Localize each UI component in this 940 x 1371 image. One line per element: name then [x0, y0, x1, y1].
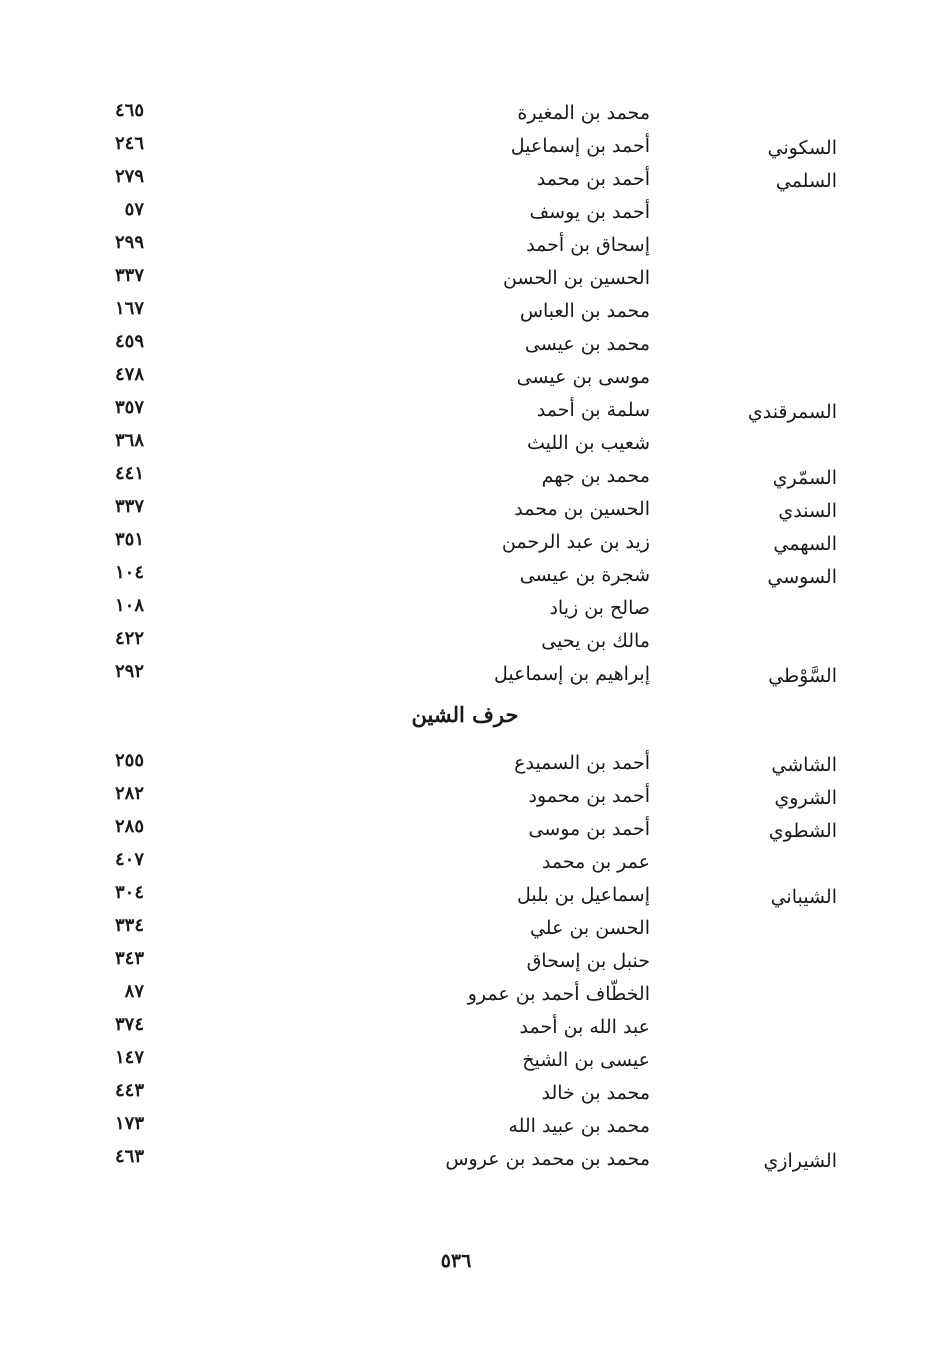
entry-page-number: ٣٥١	[114, 529, 144, 550]
entry-page-number: ٨٧	[124, 981, 144, 1002]
index-entry	[0, 1144, 940, 1177]
index-entry	[0, 814, 940, 847]
entry-page-number: ١٠٤	[114, 562, 144, 583]
index-entry	[0, 1111, 940, 1144]
index-entry	[0, 263, 940, 296]
entry-nisba: الشطوي	[768, 820, 837, 842]
index-entry	[0, 230, 940, 263]
entry-page-number: ١٤٧	[114, 1047, 144, 1068]
index-entry	[0, 781, 940, 814]
entry-page-number: ٤٧٨	[114, 364, 144, 385]
index-entry	[0, 296, 940, 329]
entry-page-number: ٢٤٦	[114, 133, 144, 154]
entry-page-number: ٢٥٥	[114, 750, 144, 771]
entry-page-number: ١٦٧	[114, 298, 144, 319]
entry-name: محمد بن خالد	[541, 1082, 650, 1104]
entry-name: أحمد بن السميدع	[514, 752, 650, 774]
entry-page-number: ٣٣٤	[114, 915, 144, 936]
index-entry	[0, 164, 940, 197]
entry-page-number: ٣٣٧	[114, 265, 144, 286]
entry-name: محمد بن العباس	[519, 300, 650, 322]
entry-page-number: ٣٦٨	[114, 430, 144, 451]
index-entry	[0, 913, 940, 946]
entry-name: الخطّاف أحمد بن عمرو	[467, 983, 650, 1005]
entry-page-number: ٥٧	[124, 199, 144, 220]
entry-name: محمد بن عيسى	[524, 333, 650, 355]
entry-nisba: السكوني	[767, 137, 837, 159]
entry-nisba: السمرقندي	[747, 401, 837, 423]
entry-name: شجرة بن عيسى	[519, 564, 650, 586]
entry-page-number: ٢٨٥	[114, 816, 144, 837]
entry-page-number: ٤٤١	[114, 463, 144, 484]
entry-page-number: ١٧٣	[114, 1113, 144, 1134]
entry-page-number: ١٠٨	[114, 595, 144, 616]
index-entry	[0, 527, 940, 560]
entry-nisba: السهمي	[773, 533, 837, 555]
entry-name: محمد بن المغيرة	[517, 102, 650, 124]
entry-page-number: ٤٤٣	[114, 1080, 144, 1101]
entry-name: عمر بن محمد	[541, 851, 650, 873]
entry-name: محمد بن جهم	[541, 465, 650, 487]
index-entry	[0, 560, 940, 593]
entry-name: أحمد بن محمود	[528, 785, 650, 807]
index-section-sin	[0, 98, 940, 692]
entry-page-number: ٣٤٣	[114, 948, 144, 969]
entry-page-number: ٤٠٧	[114, 849, 144, 870]
entry-name: مالك بن يحيى	[541, 630, 650, 652]
index-entry	[0, 946, 940, 979]
index-entry	[0, 329, 940, 362]
index-entry	[0, 659, 940, 692]
entry-nisba: السندي	[778, 500, 837, 522]
entry-page-number: ٣٧٤	[114, 1014, 144, 1035]
entry-nisba: الشروي	[774, 787, 837, 809]
index-entry	[0, 461, 940, 494]
index-entry	[0, 979, 940, 1012]
entry-nisba: السلمي	[775, 170, 837, 192]
index-entry	[0, 131, 940, 164]
entry-name: إسحاق بن أحمد	[526, 234, 650, 256]
entry-page-number: ٢٩٩	[114, 232, 144, 253]
entry-page-number: ٢٨٢	[114, 783, 144, 804]
entry-name: محمد بن عبيد الله	[508, 1115, 650, 1137]
index-entry	[0, 1012, 940, 1045]
entry-name: الحسين بن محمد	[514, 498, 650, 520]
entry-name: عيسى بن الشيخ	[522, 1049, 650, 1071]
entry-name: أحمد بن موسى	[528, 818, 650, 840]
entry-name: محمد بن محمد بن عروس	[445, 1148, 650, 1170]
entry-nisba: الشاشي	[771, 754, 837, 776]
entry-name: سلمة بن أحمد	[536, 399, 650, 421]
index-entry	[0, 395, 940, 428]
entry-name: صالح بن زياد	[549, 597, 650, 619]
entry-nisba: الشيباني	[770, 886, 837, 908]
index-entry	[0, 1078, 940, 1111]
entry-nisba: السوسي	[767, 566, 837, 588]
index-entry	[0, 593, 940, 626]
index-entry	[0, 98, 940, 131]
index-entry	[0, 428, 940, 461]
index-entry	[0, 748, 940, 781]
index-section-shin	[0, 748, 940, 1177]
entry-page-number: ٤٥٩	[114, 331, 144, 352]
entry-page-number: ٢٩٢	[114, 661, 144, 682]
entry-name: حنبل بن إسحاق	[526, 950, 650, 972]
entry-name: زيد بن عبد الرحمن	[501, 531, 650, 553]
entry-nisba: السمّري	[772, 467, 837, 489]
entry-name: عبد الله بن أحمد	[519, 1016, 650, 1038]
entry-name: أحمد بن إسماعيل	[510, 135, 650, 157]
entry-page-number: ٢٧٩	[114, 166, 144, 187]
index-entry	[0, 197, 940, 230]
entry-name: أحمد بن يوسف	[529, 201, 650, 223]
entry-name: إبراهيم بن إسماعيل	[494, 663, 650, 685]
entry-name: إسماعيل بن بلبل	[517, 884, 650, 906]
entry-nisba: السَّوْطي	[768, 665, 837, 687]
entry-page-number: ٣٥٧	[114, 397, 144, 418]
entry-page-number: ٣٠٤	[114, 882, 144, 903]
page-number: ٥٣٦	[440, 1250, 472, 1272]
entry-name: موسى بن عيسى	[516, 366, 650, 388]
entry-page-number: ٤٢٢	[114, 628, 144, 649]
index-entry	[0, 847, 940, 880]
index-entry	[0, 626, 940, 659]
entry-name: الحسن بن علي	[529, 917, 650, 939]
entry-name: شعيب بن الليث	[526, 432, 650, 454]
entry-page-number: ٣٣٧	[114, 496, 144, 517]
index-entry	[0, 1045, 940, 1078]
index-entry	[0, 880, 940, 913]
entry-page-number: ٤٦٥	[114, 100, 144, 121]
letter-heading: حرف الشين	[411, 702, 519, 727]
entry-name: الحسين بن الحسن	[502, 267, 650, 289]
index-entry	[0, 362, 940, 395]
entry-nisba: الشيرازي	[763, 1150, 837, 1172]
index-entry	[0, 494, 940, 527]
entry-page-number: ٤٦٣	[114, 1146, 144, 1167]
entry-name: أحمد بن محمد	[536, 168, 650, 190]
